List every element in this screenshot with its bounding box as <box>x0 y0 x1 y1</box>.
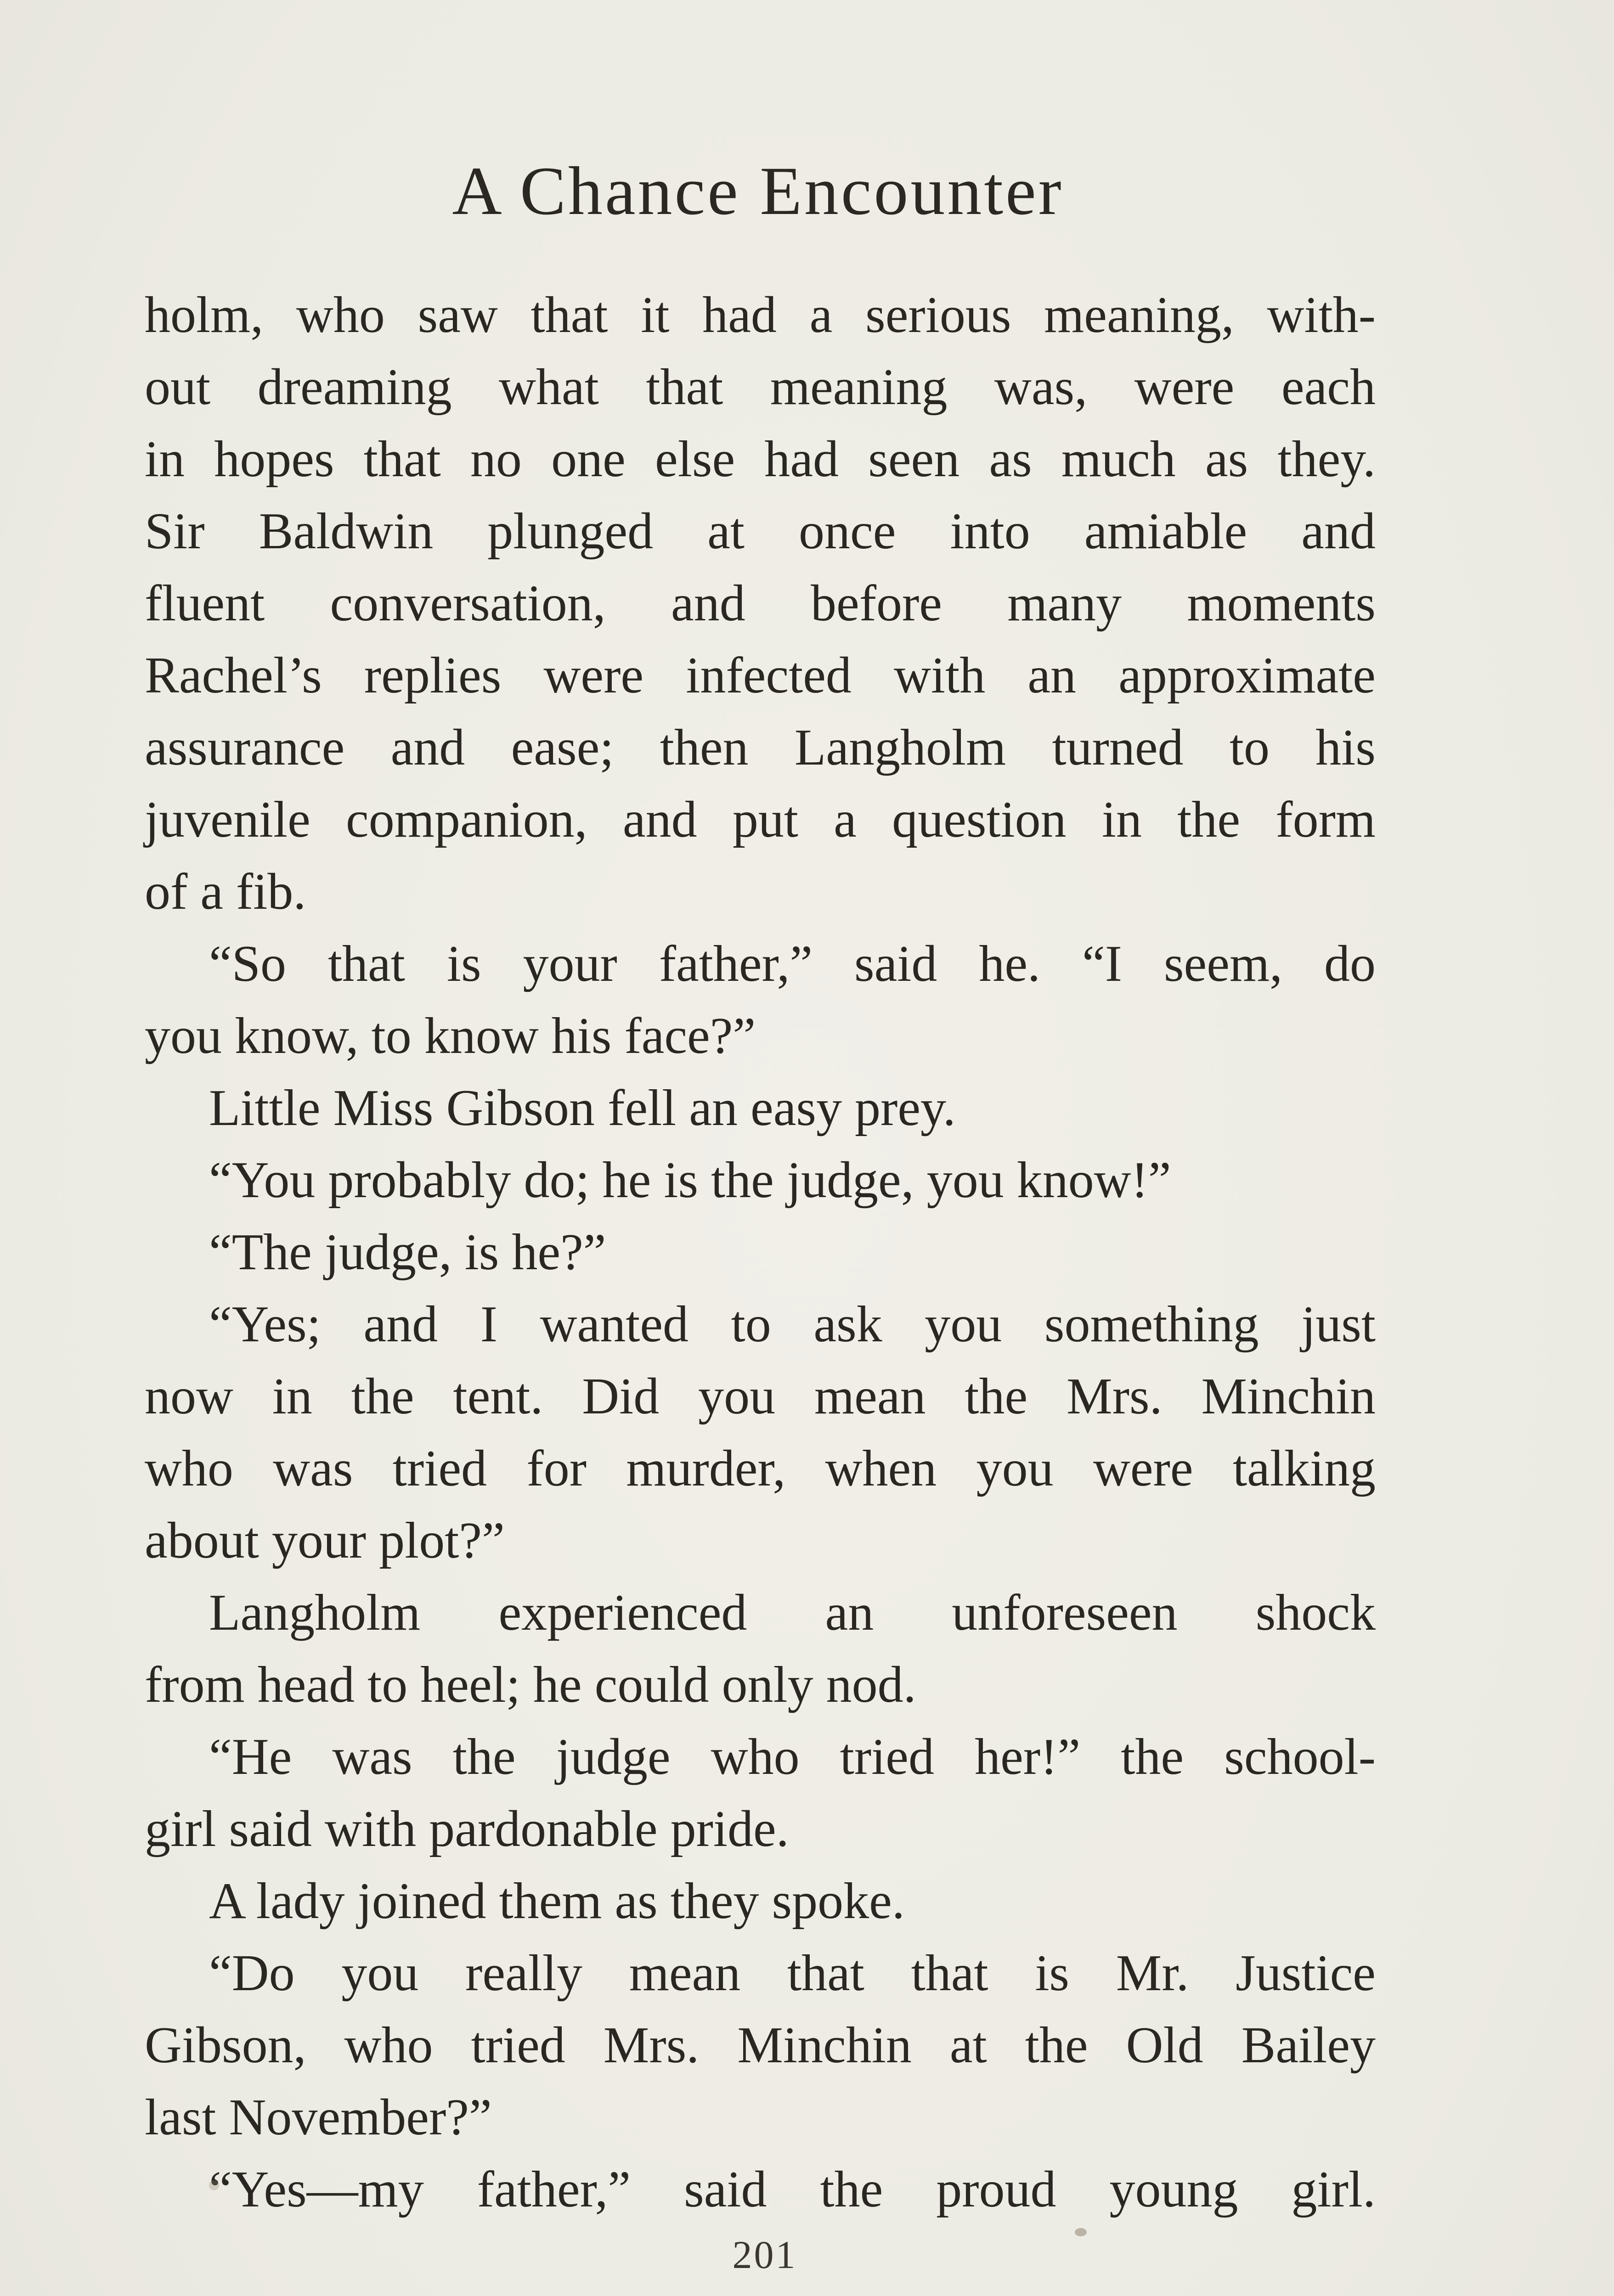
text-line: Gibson, who tried Mrs. Minchin at the Old Bailey <box>145 2017 1376 2074</box>
page-number: 201 <box>732 2233 797 2277</box>
text-line: who was tried for murder, when you were talking <box>145 1440 1376 1497</box>
text-line: assurance and ease; then Langholm turned to his <box>145 719 1376 776</box>
text-line: girl said with pardonable pride. <box>145 1801 789 1857</box>
text-line: Rachel’s replies were infected with an approximate <box>145 647 1376 704</box>
text-line: “So that is your father,” said he. “I seem, do <box>209 935 1376 992</box>
text-line: out dreaming what that meaning was, were each <box>145 359 1376 416</box>
text-line: about your plot?” <box>145 1512 505 1569</box>
text-line: fluent conversation, and before many moments <box>145 575 1376 632</box>
body-text <box>145 279 1376 2226</box>
text-line: Sir Baldwin plunged at once into amiable and <box>145 503 1376 560</box>
text-line: “Yes—my father,” said the proud young girl. <box>209 2161 1376 2218</box>
text-line: “Do you really mean that that is Mr. Justice <box>209 1945 1376 2002</box>
text-line: in hopes that no one else had seen as much as they. <box>145 431 1376 488</box>
text-line: of a fib. <box>145 863 306 920</box>
text-line: you know, to know his face?” <box>145 1007 756 1064</box>
text-line: from head to heel; he could only nod. <box>145 1656 916 1713</box>
text-line: holm, who saw that it had a serious meaning, with- <box>145 287 1376 343</box>
text-line: A lady joined them as they spoke. <box>209 1873 905 1930</box>
text-line: Little Miss Gibson fell an easy prey. <box>209 1080 956 1137</box>
text-line: “The judge, is he?” <box>209 1224 606 1281</box>
ink-speck <box>1075 2228 1087 2236</box>
text-line: Langholm experienced an unforeseen shock <box>209 1584 1376 1641</box>
text-line: “Yes; and I wanted to ask you something just <box>209 1296 1376 1353</box>
text-line: now in the tent. Did you mean the Mrs. Minchin <box>145 1368 1376 1425</box>
text-line: last November?” <box>145 2089 492 2146</box>
running-head: A Chance Encounter <box>452 153 1064 229</box>
text-line: “He was the judge who tried her!” the school- <box>209 1728 1376 1785</box>
ink-speck <box>209 2180 219 2190</box>
text-line: juvenile companion, and put a question in the form <box>145 791 1376 848</box>
text-line: “You probably do; he is the judge, you know!” <box>209 1152 1171 1209</box>
